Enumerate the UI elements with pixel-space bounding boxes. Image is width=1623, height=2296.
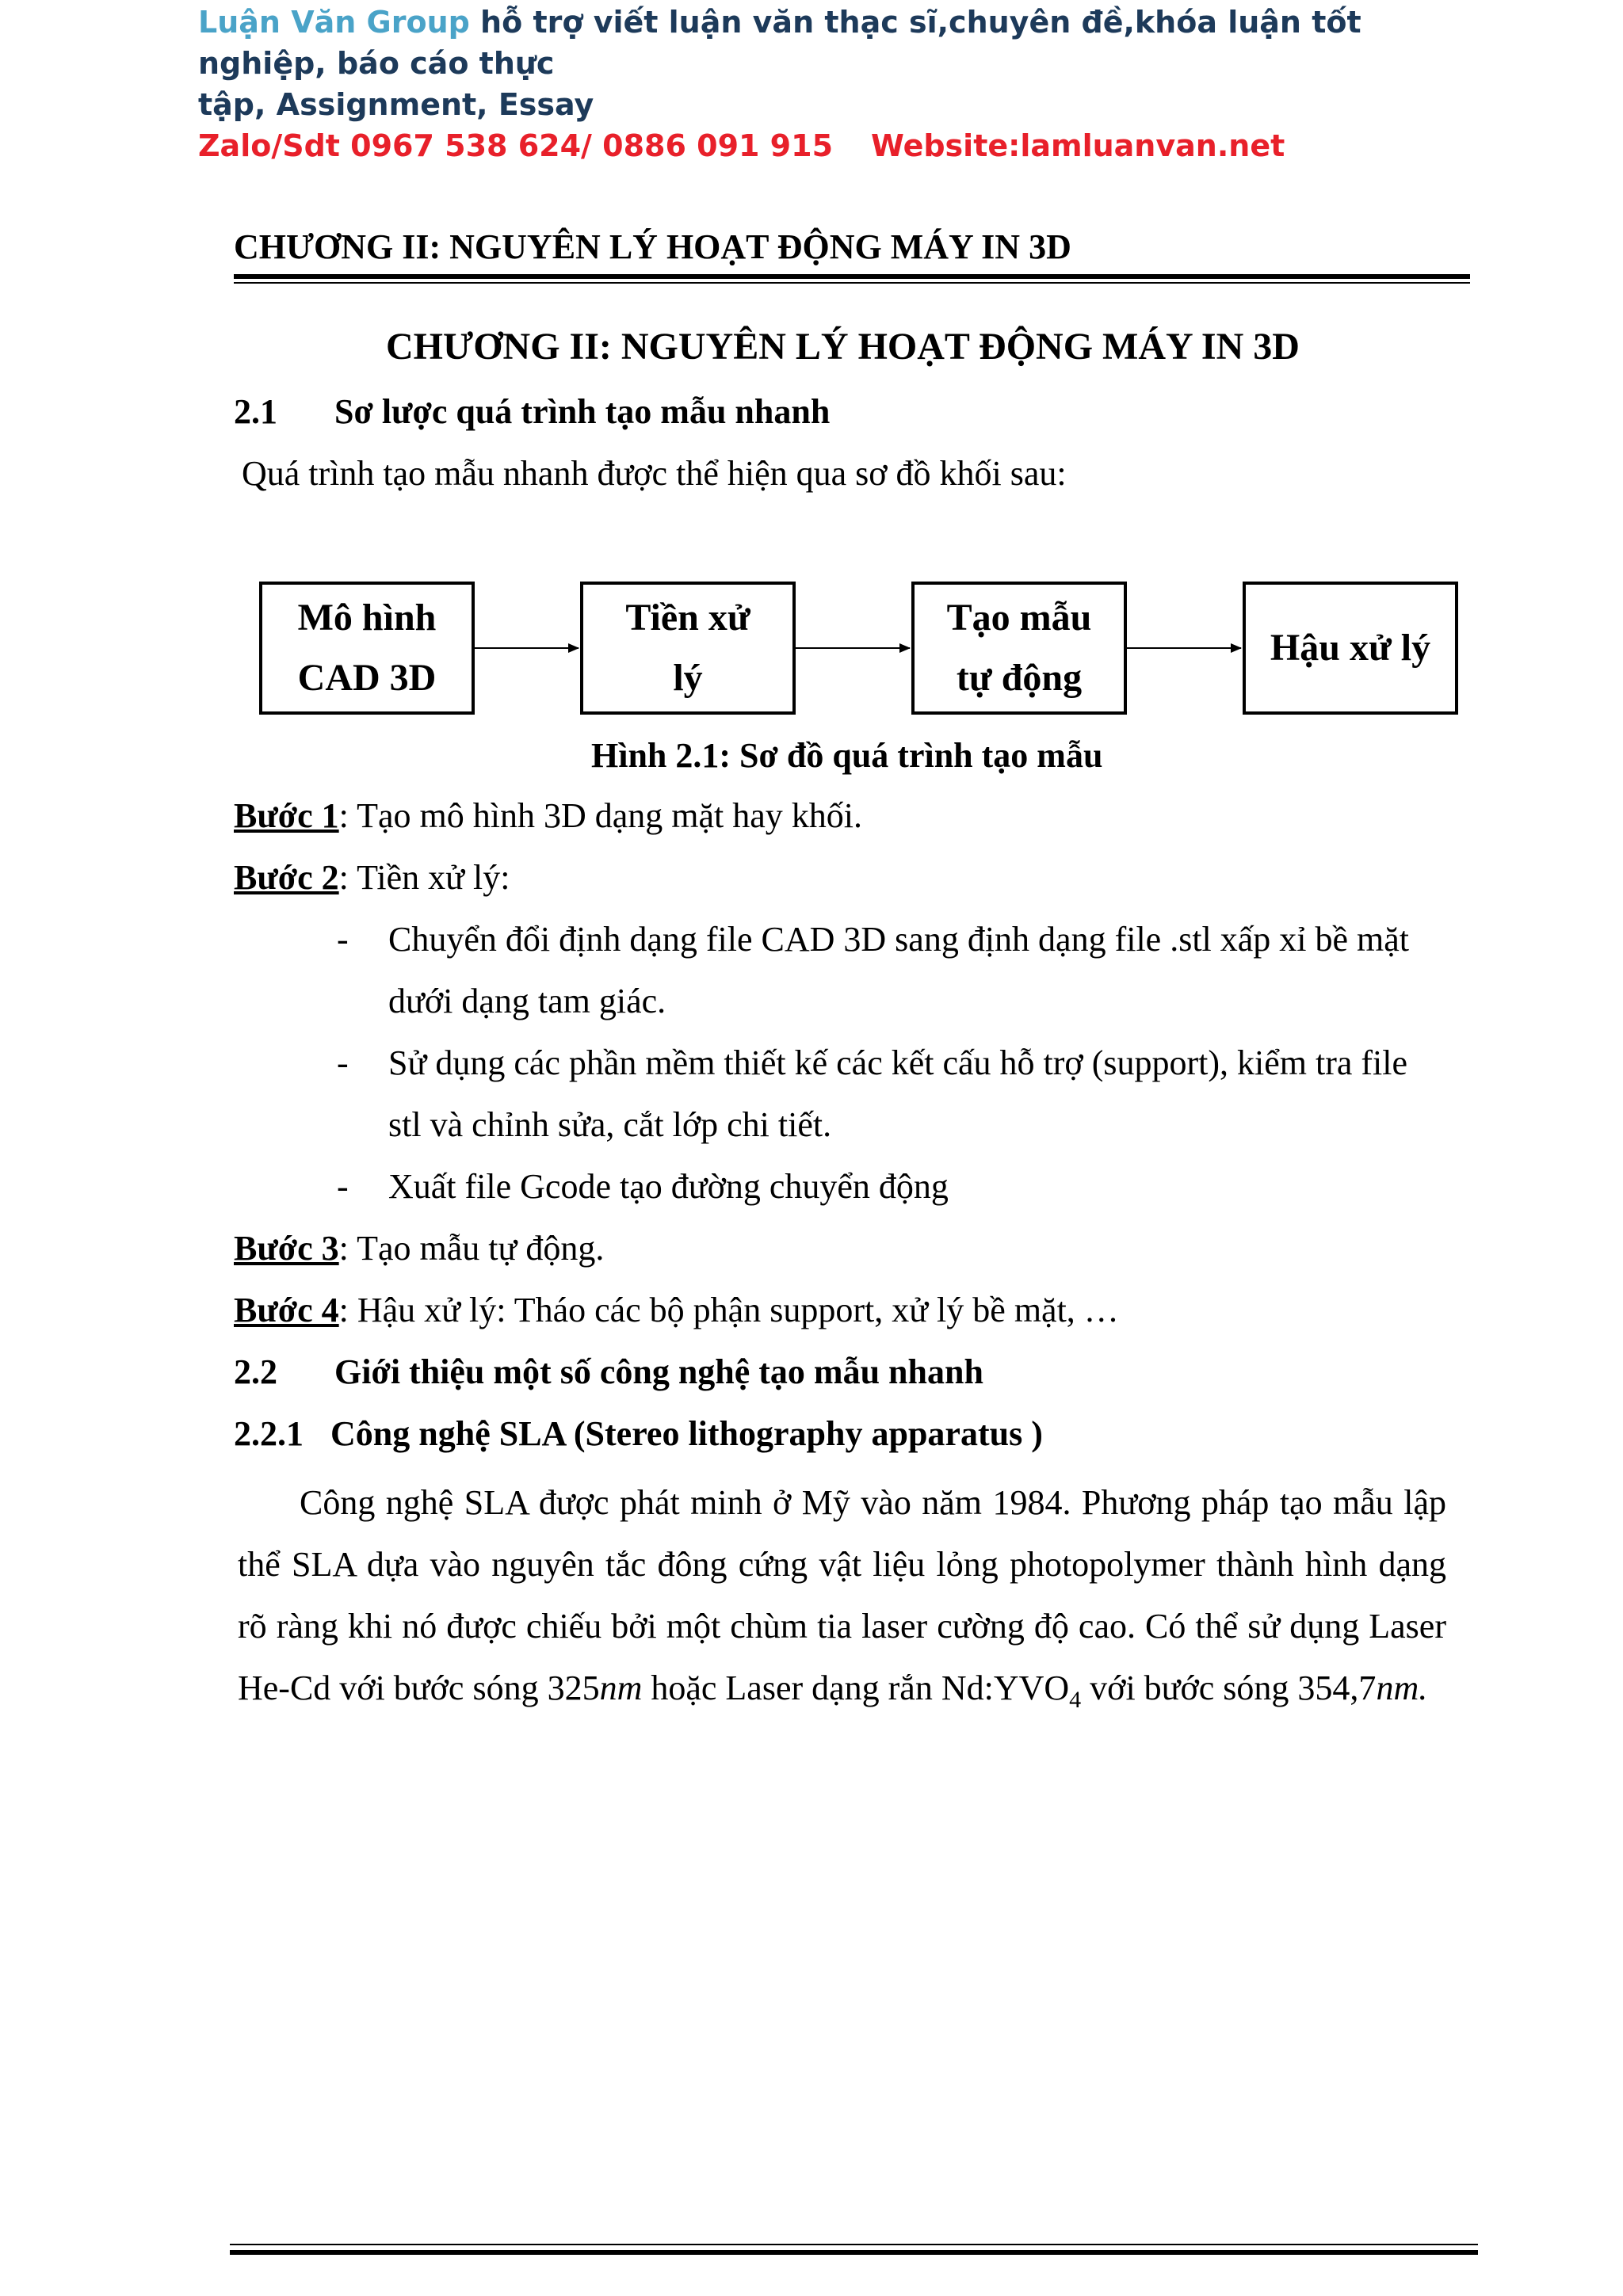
paragraph-part-1: Công nghệ SLA được phát minh ở Mỹ vào năm 1984. Phương pháp tạo mẫu lập thể SLA dựa vào nguyên tắc đông cứng vật liệu lỏng photopolymer thành hình dạng rõ ràng khi nó được chiếu bởi một chùm tia laser cường độ cao. Có thể sử dụng Laser He-Cd với bước sóng 325	[238, 1483, 1446, 1707]
box1-line1: Mô hình	[297, 597, 437, 639]
step-4-label: Bước 4	[234, 1291, 339, 1329]
box2-line2: lý	[673, 657, 703, 699]
bullet-1-dash: -	[337, 920, 349, 959]
footer-rule-thick	[230, 2250, 1478, 2255]
intro-text: Quá trình tạo mẫu nhanh được thể hiện qua sơ đồ khối sau:	[242, 454, 1067, 493]
section-2-2-1-number: 2.2.1	[234, 1414, 304, 1453]
step-3-text: : Tạo mẫu tự động.	[338, 1229, 605, 1268]
step-3	[234, 1228, 604, 1268]
box3-line1: Tạo mẫu	[946, 597, 1092, 639]
banner-brand[interactable]: Luận Văn Group	[198, 5, 470, 40]
box3-line2: tự động	[956, 657, 1083, 699]
section-2-2-title: Giới thiệu một số công nghệ tạo mẫu nhanh	[334, 1352, 983, 1391]
figure-caption: Hình 2.1: Sơ đồ quá trình tạo mẫu	[591, 736, 1103, 775]
chapter-title: CHƯƠNG II: NGUYÊN LÝ HOẠT ĐỘNG MÁY IN 3D	[386, 326, 1300, 368]
step-4	[234, 1290, 1119, 1330]
section-2-1-title: Sơ lược quá trình tạo mẫu nhanh	[334, 392, 831, 431]
diagram-arrows	[0, 0, 1623, 792]
running-header-title: CHƯƠNG II: NGUYÊN LÝ HOẠT ĐỘNG MÁY IN 3D	[234, 227, 1071, 266]
bullet-2-line1: Sử dụng các phần mềm thiết kế các kết cấu hỗ trợ (support), kiểm tra file	[388, 1043, 1408, 1082]
box1-line2: CAD 3D	[297, 657, 437, 699]
banner-website[interactable]: Website:lamluanvan.net	[871, 128, 1285, 163]
step-1	[234, 795, 862, 836]
section-2-2-1-heading	[234, 1413, 1043, 1454]
banner-line1-text: hỗ trợ viết luận văn thạc sĩ,chuyên đề,khóa luận tốt nghiệp, báo cáo thực	[198, 5, 1361, 81]
step-2	[234, 857, 510, 898]
step-2-label: Bước 2	[234, 858, 339, 897]
box4-line1: Hậu xử lý	[1270, 627, 1431, 669]
step-4-text: : Hậu xử lý: Tháo các bộ phận support, xử lý bề mặt, …	[338, 1291, 1119, 1329]
step-3-label: Bước 3	[234, 1229, 339, 1268]
step-1-text: : Tạo mô hình 3D dạng mặt hay khối.	[338, 796, 862, 835]
banner-line-2: tập, Assignment, Essay	[198, 87, 594, 122]
bullet-2-dash: -	[337, 1043, 349, 1082]
section-2-2-number: 2.2	[234, 1352, 277, 1391]
bullet-1-line2: dưới dạng tam giác.	[388, 982, 666, 1020]
bullet-1-line1: Chuyển đổi định dạng file CAD 3D sang định dạng file .stl xấp xỉ bề mặt	[388, 920, 1410, 959]
paragraph-part-2: hoặc Laser dạng rắn Nd:YVO	[642, 1669, 1070, 1707]
footer-rule-thin	[230, 2244, 1478, 2245]
section-2-2-heading	[234, 1352, 983, 1392]
paragraph-subscript: 4	[1069, 1686, 1082, 1713]
paragraph-part-3: với bước sóng 354,7	[1081, 1669, 1377, 1707]
section-2-2-1-title: Công nghệ SLA (Stereo lithography apparatus )	[330, 1414, 1043, 1453]
section-2-1-number: 2.1	[234, 392, 277, 431]
step-1-label: Bước 1	[234, 796, 339, 835]
bullet-3-dash: -	[337, 1167, 349, 1206]
box2-line1: Tiền xử	[625, 597, 750, 639]
bullet-2-line2: stl và chỉnh sửa, cắt lớp chi tiết.	[388, 1105, 832, 1144]
sla-paragraph	[238, 1472, 1446, 1731]
paragraph-unit-nm-2: nm.	[1376, 1669, 1428, 1707]
step-2-text: : Tiền xử lý:	[338, 858, 510, 897]
bullet-3-line1: Xuất file Gcode tạo đường chuyển động	[388, 1167, 949, 1206]
banner-contact: Zalo/Sdt 0967 538 624/ 0886 091 915	[198, 128, 834, 163]
paragraph-unit-nm-1: nm	[599, 1669, 643, 1707]
